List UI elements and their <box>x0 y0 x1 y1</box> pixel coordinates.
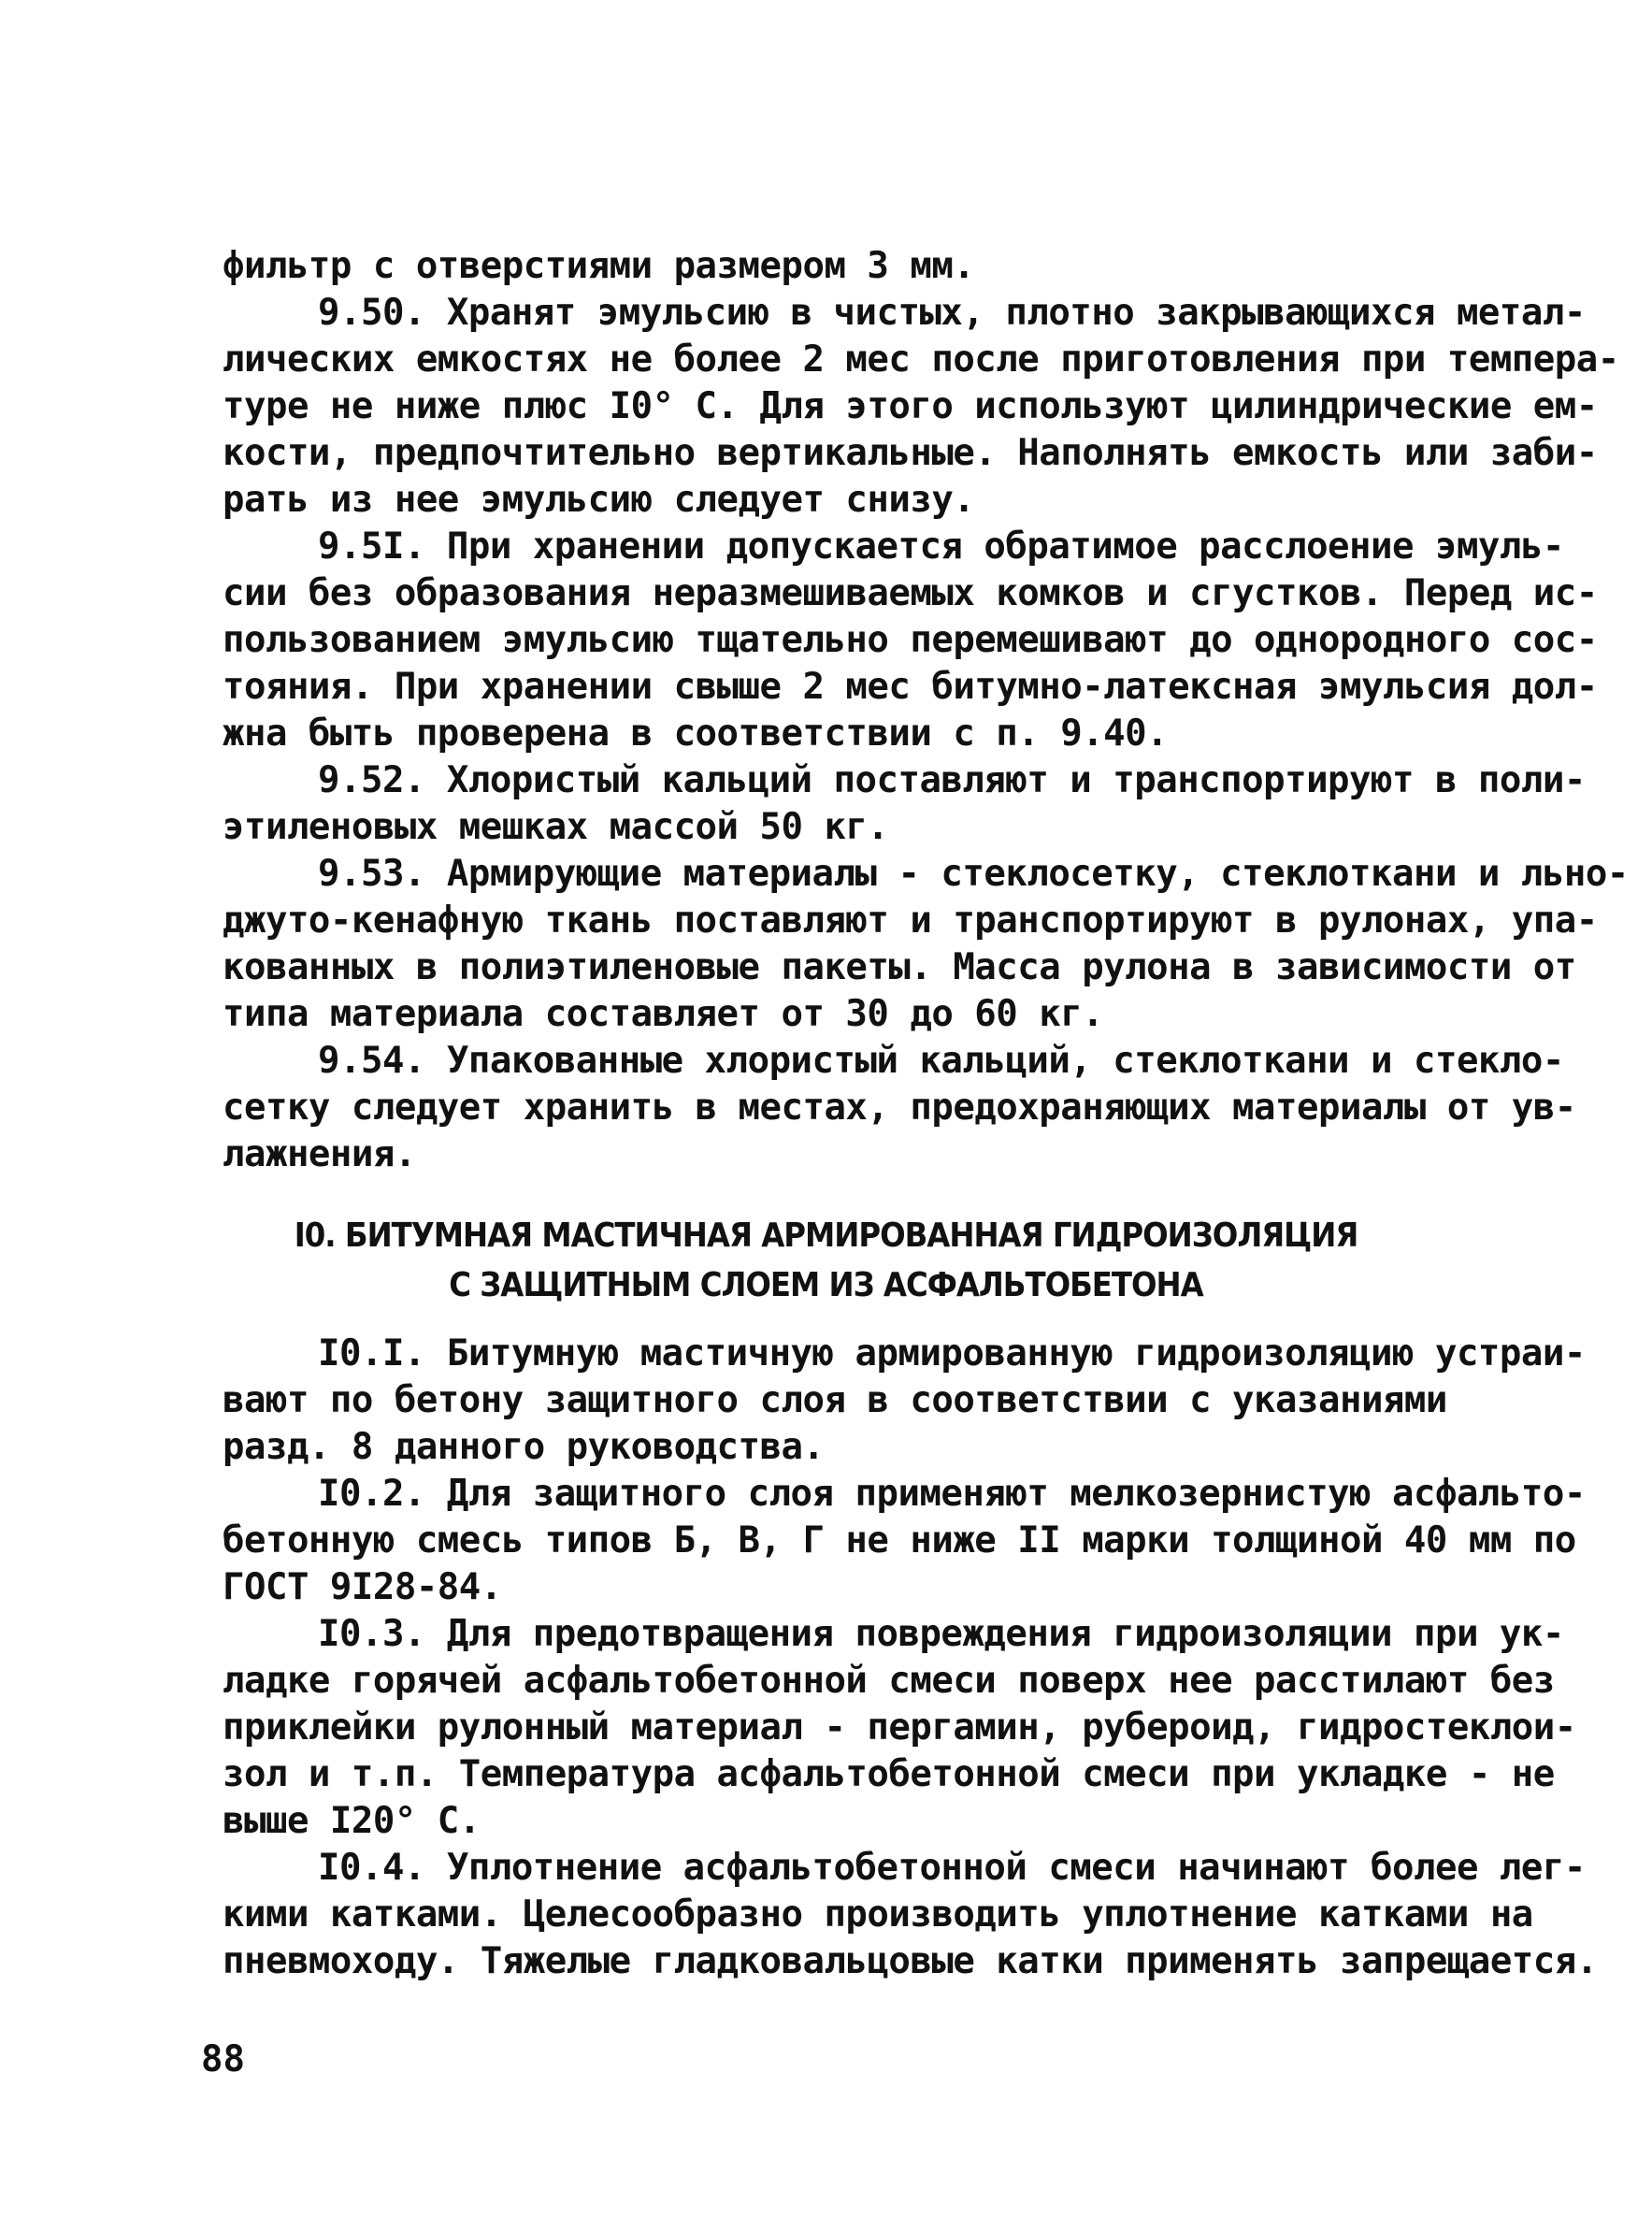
text-line: ГОСТ 9I28-84. <box>223 1566 502 1608</box>
text-line: лических емкостях не более 2 мес после приготовления при темпера- <box>223 338 1619 381</box>
text-line: 9.50. Хранят эмульсию в чистых, плотно закрывающихся метал- <box>318 292 1586 334</box>
text-line: джуто-кенафную ткань поставляют и транспортируют в рулонах, упа- <box>223 900 1598 942</box>
text-line: сии без образования неразмешиваемых комков и сгустков. Перед ис- <box>223 572 1598 614</box>
text-line: вают по бетону защитного слоя в соответствии с указаниями <box>223 1379 1447 1421</box>
text-line: кованных в полиэтиленовые пакеты. Масса рулона в зависимости от <box>223 946 1576 988</box>
text-line: лажнения. <box>223 1133 416 1175</box>
text-line: кими катками. Целесообразно производить уплотнение катками на <box>223 1893 1533 1936</box>
text-line: 9.5I. При хранении допускается обратимое расслоение эмуль- <box>318 525 1564 568</box>
text-line: пользованием эмульсию тщательно перемешивают до однородного сос- <box>223 619 1598 661</box>
page-number: 88 <box>201 2038 245 2080</box>
text-line: туре не ниже плюс I0° С. Для этого используют цилиндрические ем- <box>223 385 1598 427</box>
text-line: пневмоходу. Тяжелые гладковальцовые катки применять запрещается. <box>223 1940 1598 1982</box>
text-line: выше I20° С. <box>223 1800 481 1842</box>
text-line: разд. 8 данного руководства. <box>223 1426 825 1468</box>
text-line: фильтр с отверстиями размером 3 мм. <box>223 245 975 287</box>
text-line: I0.I. Битумную мастичную армированную гидроизоляцию устраи- <box>318 1332 1586 1375</box>
text-line: кости, предпочтительно вертикальные. Наполнять емкость или заби- <box>223 432 1598 474</box>
text-line: ладке горячей асфальтобетонной смеси поверх нее расстилают без <box>223 1660 1555 1702</box>
text-line: приклейки рулонный материал - пергамин, рубероид, гидростеклои- <box>223 1706 1576 1749</box>
text-line: рать из нее эмульсию следует снизу. <box>223 479 975 521</box>
text-line: 9.52. Хлористый кальций поставляют и транспортируют в поли- <box>318 759 1586 801</box>
text-line: I0.4. Уплотнение асфальтобетонной смеси начинают более лег- <box>318 1847 1586 1889</box>
text-line: жна быть проверена в соответствии с п. 9.40. <box>223 712 1169 755</box>
text-line: 9.54. Упакованные хлористый кальций, стеклоткани и стекло- <box>318 1040 1564 1082</box>
text-line: типа материала составляет от 30 до 60 кг. <box>223 993 1104 1035</box>
text-line: I0.3. Для предотвращения повреждения гидроизоляции при ук- <box>318 1613 1564 1655</box>
text-line: I0.2. Для защитного слоя применяют мелкозернистую асфальто- <box>318 1473 1586 1515</box>
text-line: этиленовых мешках массой 50 кг. <box>223 806 889 848</box>
text-line: сетку следует хранить в местах, предохраняющих материалы от ув- <box>223 1087 1576 1129</box>
text-line: тояния. При хранении свыше 2 мес битумно-латексная эмульсия дол- <box>223 666 1598 708</box>
text-line: бетонную смесь типов Б, В, Г не ниже II марки толщиной 40 мм по <box>223 1519 1576 1562</box>
text-line: 9.53. Армирующие материалы - стеклосетку, стеклоткани и льно- <box>318 853 1629 895</box>
section-heading: С ЗАЩИТНЫМ СЛОЕМ ИЗ АСФАЛЬТОБЕТОНА <box>449 1266 1203 1304</box>
section-heading: I0. БИТУМНАЯ МАСТИЧНАЯ АРМИРОВАННАЯ ГИДРОИЗОЛЯЦИЯ <box>294 1216 1358 1255</box>
text-line: зол и т.п. Температура асфальтобетонной смеси при укладке - не <box>223 1753 1555 1795</box>
